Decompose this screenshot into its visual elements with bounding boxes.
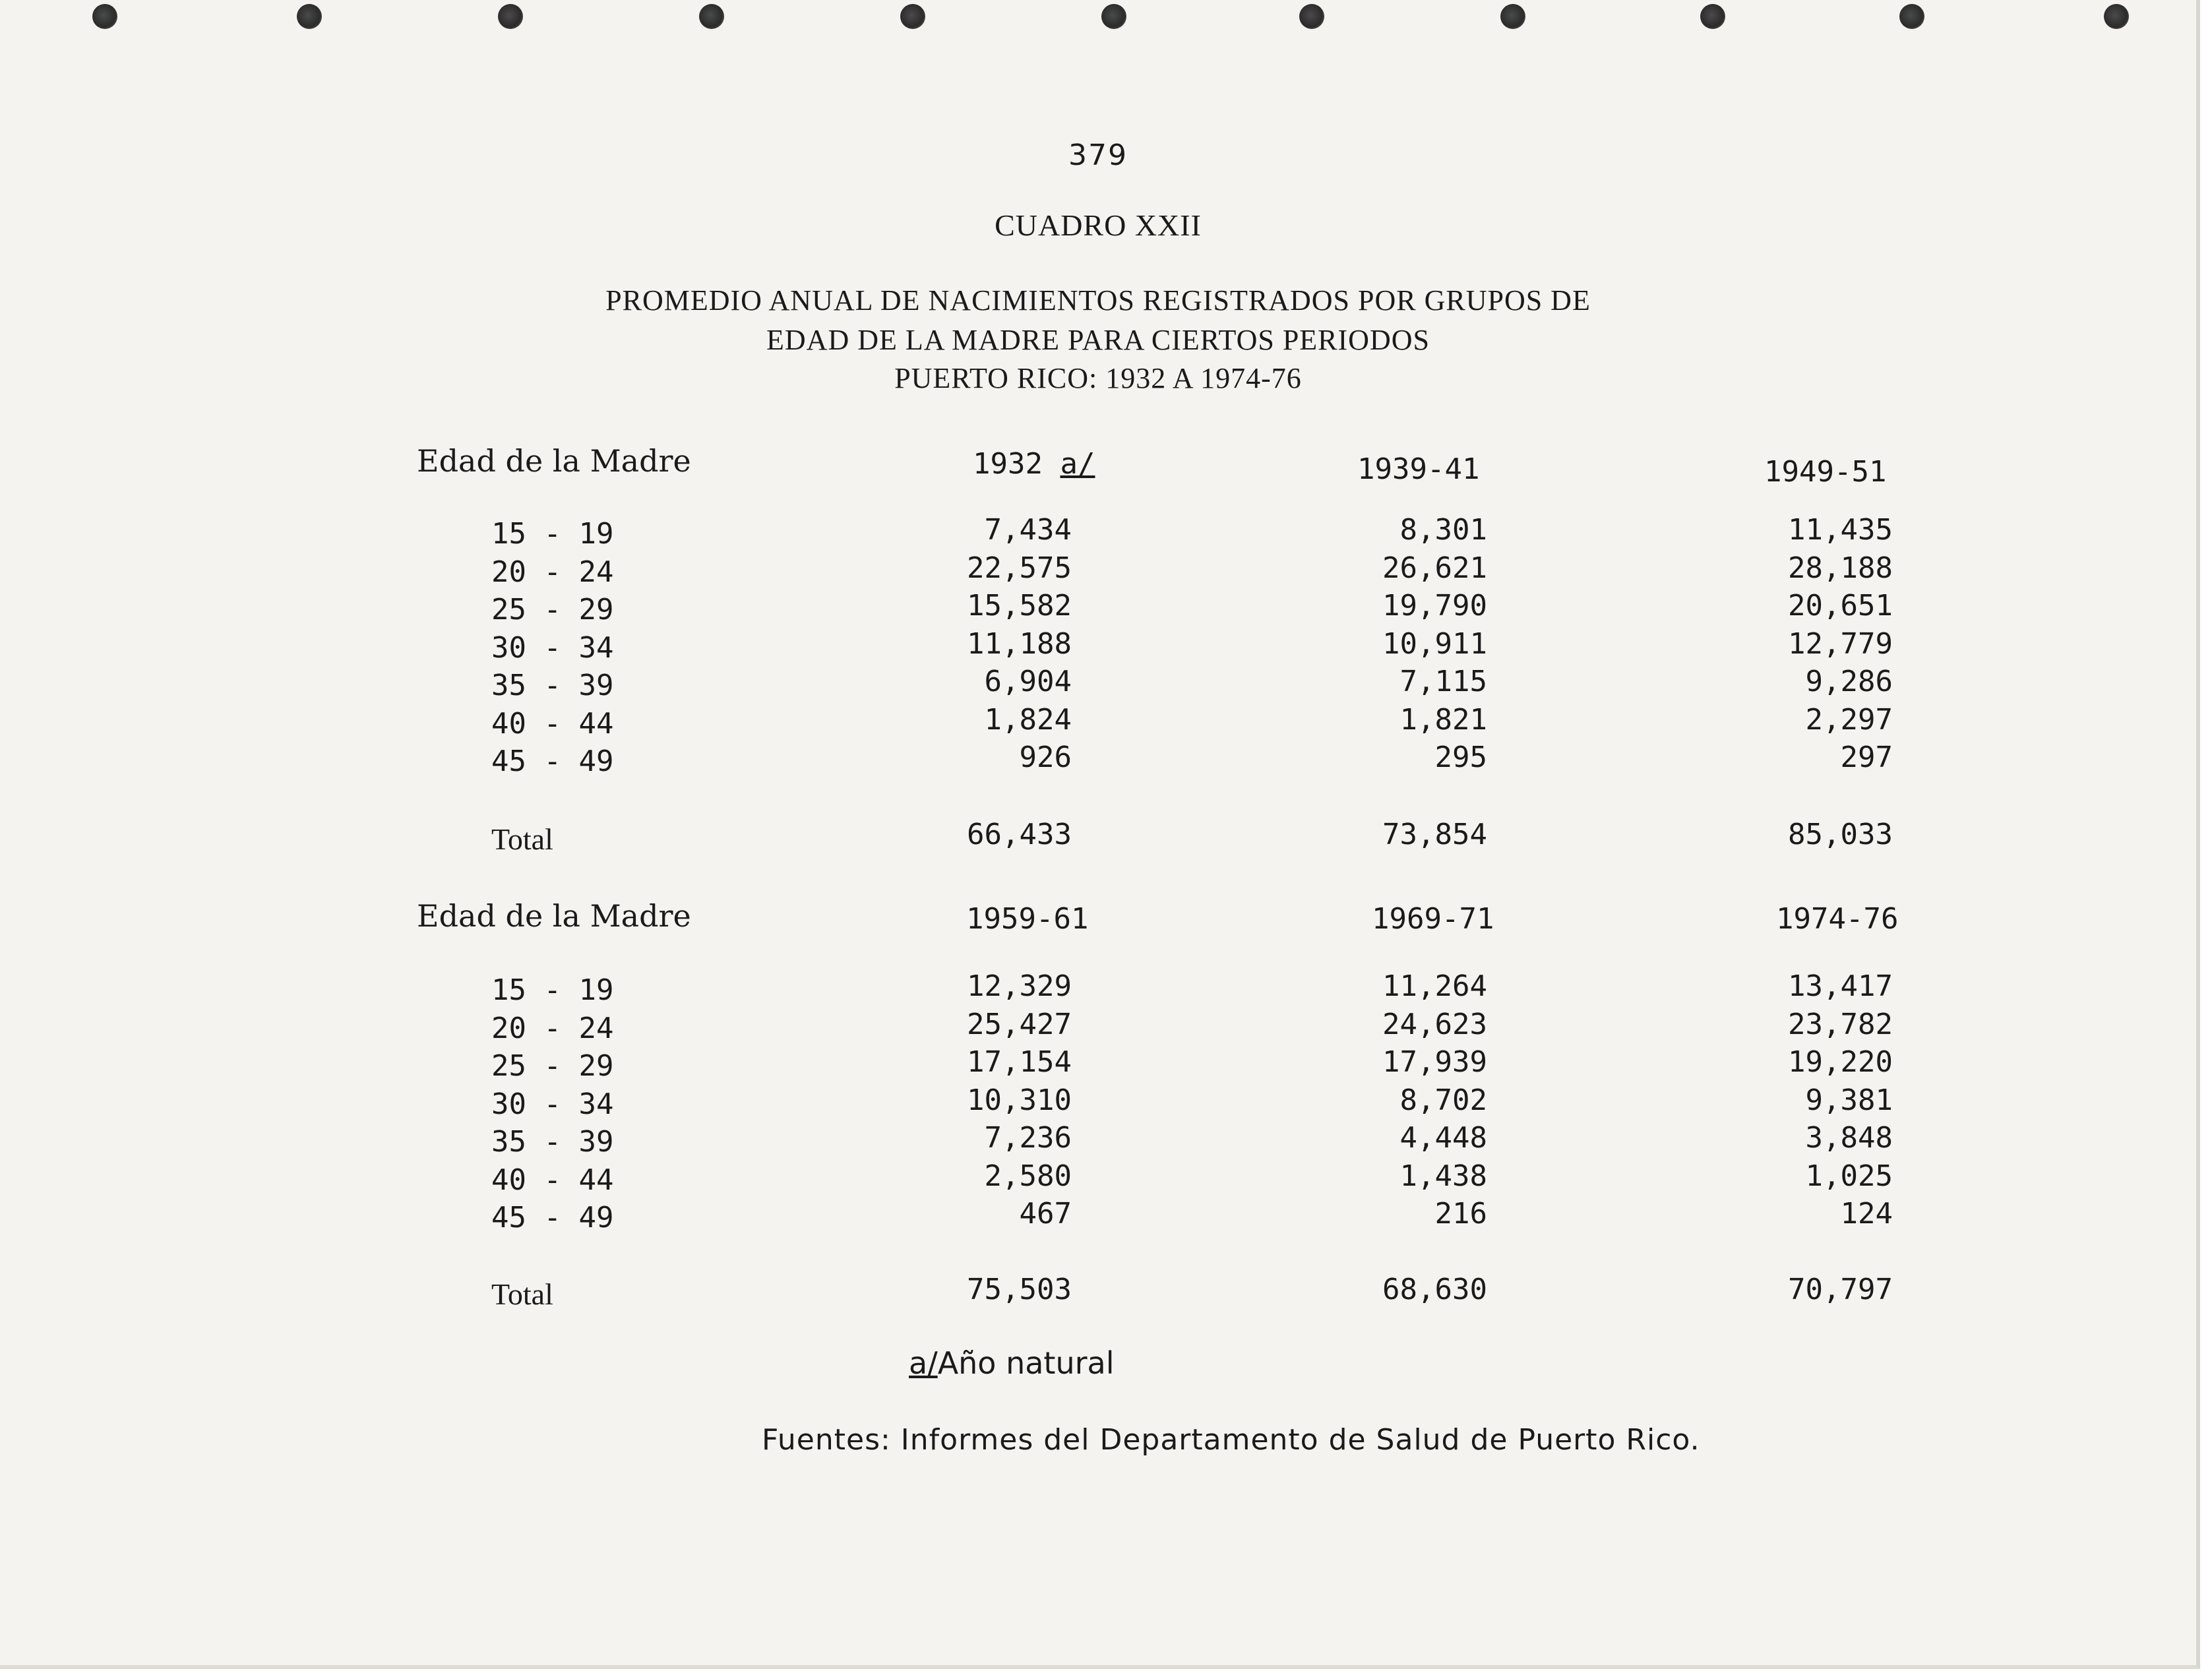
table-cell: 8,301	[1399, 513, 1487, 547]
table-cell: 10,310	[967, 1083, 1072, 1117]
table-cell: 216	[1434, 1197, 1487, 1231]
total-value: 75,503	[967, 1273, 1072, 1306]
age-group-label: 40 - 44	[491, 1163, 614, 1197]
table-cell: 6,904	[984, 665, 1072, 698]
table-cell: 7,115	[1399, 665, 1487, 698]
table-cell: 12,779	[1788, 627, 1893, 661]
table-cell: 19,220	[1788, 1045, 1893, 1079]
table-cell: 1,824	[984, 703, 1072, 737]
column-header-period: 1939-41	[1357, 452, 1480, 486]
table-cell: 4,448	[1399, 1121, 1487, 1155]
age-group-label: 30 - 34	[491, 1087, 614, 1121]
table-cell: 25,427	[967, 1008, 1072, 1041]
table-cell: 8,702	[1399, 1083, 1487, 1117]
table-cell: 926	[1019, 741, 1072, 774]
table-cell: 11,264	[1382, 969, 1487, 1003]
binder-hole-icon	[1700, 4, 1725, 29]
table-cell: 1,025	[1805, 1159, 1893, 1193]
age-group-label: 35 - 39	[491, 1125, 614, 1159]
table-cell: 11,188	[967, 627, 1072, 661]
table-cell: 20,651	[1788, 589, 1893, 623]
binder-hole-icon	[1101, 4, 1126, 29]
table-cell: 10,911	[1382, 627, 1487, 661]
column-header-period: 1969-71	[1372, 902, 1494, 936]
age-group-label: 40 - 44	[491, 707, 614, 741]
age-group-label: 35 - 39	[491, 669, 614, 702]
table-cell: 7,434	[984, 513, 1072, 547]
table-cell: 1,821	[1399, 703, 1487, 737]
page-number: 379	[1068, 138, 1128, 172]
table-cell: 7,236	[984, 1121, 1072, 1155]
total-label: Total	[491, 822, 553, 856]
table-cell: 22,575	[967, 551, 1072, 585]
column-header-period: 1974-76	[1776, 902, 1899, 936]
footnote	[909, 1345, 1115, 1381]
binder-hole-icon	[699, 4, 724, 29]
table-cell: 9,381	[1805, 1083, 1893, 1117]
table-cell: 23,782	[1788, 1008, 1893, 1041]
total-value: 70,797	[1788, 1273, 1893, 1306]
age-group-label: 15 - 19	[491, 973, 614, 1007]
table-cell: 17,154	[967, 1045, 1072, 1079]
table-cell: 295	[1434, 741, 1487, 774]
table-cell: 15,582	[967, 589, 1072, 623]
column-header-period: 1932 a/	[973, 447, 1095, 481]
table-title-line-1: PROMEDIO ANUAL DE NACIMIENTOS REGISTRADOS POR GRUPOS DE	[605, 284, 1591, 317]
table-cell: 2,297	[1805, 703, 1893, 737]
total-value: 66,433	[967, 818, 1072, 851]
table-cell: 297	[1840, 741, 1893, 774]
total-value: 73,854	[1382, 818, 1487, 851]
age-group-label: 20 - 24	[491, 555, 614, 589]
table-cell: 2,580	[984, 1159, 1072, 1193]
total-value: 85,033	[1788, 818, 1893, 851]
table-cell: 3,848	[1805, 1121, 1893, 1155]
age-group-label: 45 - 49	[491, 1201, 614, 1234]
binder-hole-icon	[297, 4, 322, 29]
age-group-label: 25 - 29	[491, 1049, 614, 1083]
binder-hole-icon	[1299, 4, 1324, 29]
binder-hole-icon	[900, 4, 925, 29]
table-cell: 1,438	[1399, 1159, 1487, 1193]
table-cell: 124	[1840, 1197, 1893, 1231]
table-cell: 24,623	[1382, 1008, 1487, 1041]
table-cell: 26,621	[1382, 551, 1487, 585]
total-label: Total	[491, 1277, 553, 1311]
table-cell: 19,790	[1382, 589, 1487, 623]
binder-hole-icon	[1500, 4, 1525, 29]
table-cell: 12,329	[967, 969, 1072, 1003]
table-cell: 17,939	[1382, 1045, 1487, 1079]
age-group-label: 45 - 49	[491, 745, 614, 778]
age-group-label: 30 - 34	[491, 631, 614, 665]
table-code: CUADRO XXII	[995, 208, 1202, 242]
footnote-marker: a/	[909, 1345, 938, 1381]
column-header-period: 1959-61	[966, 902, 1089, 936]
total-value: 68,630	[1382, 1273, 1487, 1306]
age-group-label: 15 - 19	[491, 517, 614, 551]
table-cell: 9,286	[1805, 665, 1893, 698]
binder-hole-icon	[1899, 4, 1924, 29]
footnote-text: Año natural	[937, 1345, 1115, 1381]
footnote-marker: a/	[1060, 447, 1095, 481]
table-title-line-3: PUERTO RICO: 1932 A 1974-76	[894, 362, 1302, 394]
column-header-period: 1949-51	[1764, 455, 1887, 489]
age-group-label: 20 - 24	[491, 1012, 614, 1045]
binder-hole-icon	[2104, 4, 2129, 29]
table-cell: 11,435	[1788, 513, 1893, 547]
row-header: Edad de la Madre	[417, 443, 691, 479]
table-cell: 467	[1019, 1197, 1072, 1231]
binder-hole-icon	[498, 4, 523, 29]
table-title-line-2: EDAD DE LA MADRE PARA CIERTOS PERIODOS	[766, 324, 1430, 356]
binder-hole-icon	[92, 4, 117, 29]
row-header: Edad de la Madre	[417, 898, 691, 934]
age-group-label: 25 - 29	[491, 593, 614, 626]
table-cell: 28,188	[1788, 551, 1893, 585]
source-note: Fuentes: Informes del Departamento de Salud de Puerto Rico.	[762, 1423, 1700, 1457]
table-cell: 13,417	[1788, 969, 1893, 1003]
